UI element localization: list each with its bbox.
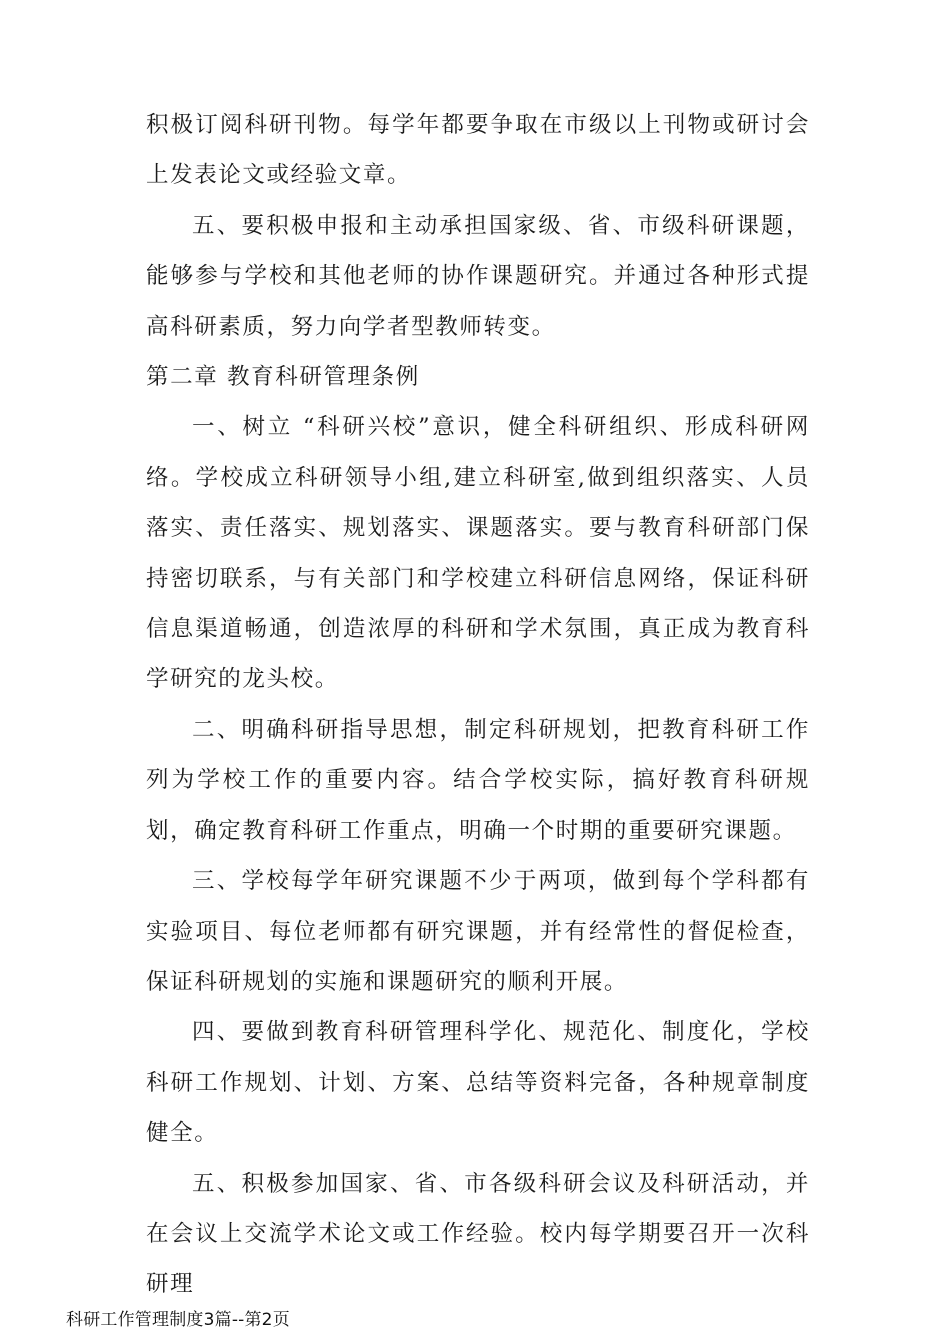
paragraph-continuation: 积极订阅科研刊物。每学年都要争取在市级以上刊物或研讨会上发表论文或经验文章。 <box>146 112 810 189</box>
chapter-heading: 第二章 教育科研管理条例 <box>146 364 420 391</box>
paragraph-item-four: 四、要做到教育科研管理科学化、规范化、制度化，学校科研工作规划、计划、方案、总结等资料完备，各种规章制度健全。 <box>146 1019 810 1147</box>
paragraph-item-five-research-projects: 五、要积极申报和主动承担国家级、省、市级科研课题，能够参与学校和其他老师的协作课题研究。并通过各种形式提高科研素质，努力向学者型教师转变。 <box>146 212 810 340</box>
paragraph-item-three: 三、学校每学年研究课题不少于两项，做到每个学科都有实验项目、每位老师都有研究课题，并有经常性的督促检查，保证科研规划的实施和课题研究的顺利开展。 <box>146 868 810 995</box>
document-body <box>146 100 810 1310</box>
paragraph-item-five: 五、积极参加国家、省、市各级科研会议及科研活动，并在会议上交流学术论文或工作经验。校内每学期要召开一次科研理 <box>146 1170 810 1298</box>
paragraph-item-one: 一、树立 “科研兴校”意识，健全科研组织、形成科研网络。学校成立科研领导小组,建立科研室,做到组织落实、人员落实、责任落实、规划落实、课题落实。要与教育科研部门保持密切联系，与有关部门和学校建立科研信息网络，保证科研信息渠道畅通，创造浓厚的科研和学术氛围，真正成为教育科学研究的龙头校。 <box>146 414 810 693</box>
paragraph-item-two: 二、明确科研指导思想，制定科研规划，把教育科研工作列为学校工作的重要内容。结合学校实际，搞好教育科研规划，确定教育科研工作重点，明确一个时期的重要研究课题。 <box>146 716 810 844</box>
page-footer: 科研工作管理制度3篇--第2页 <box>66 1310 290 1330</box>
